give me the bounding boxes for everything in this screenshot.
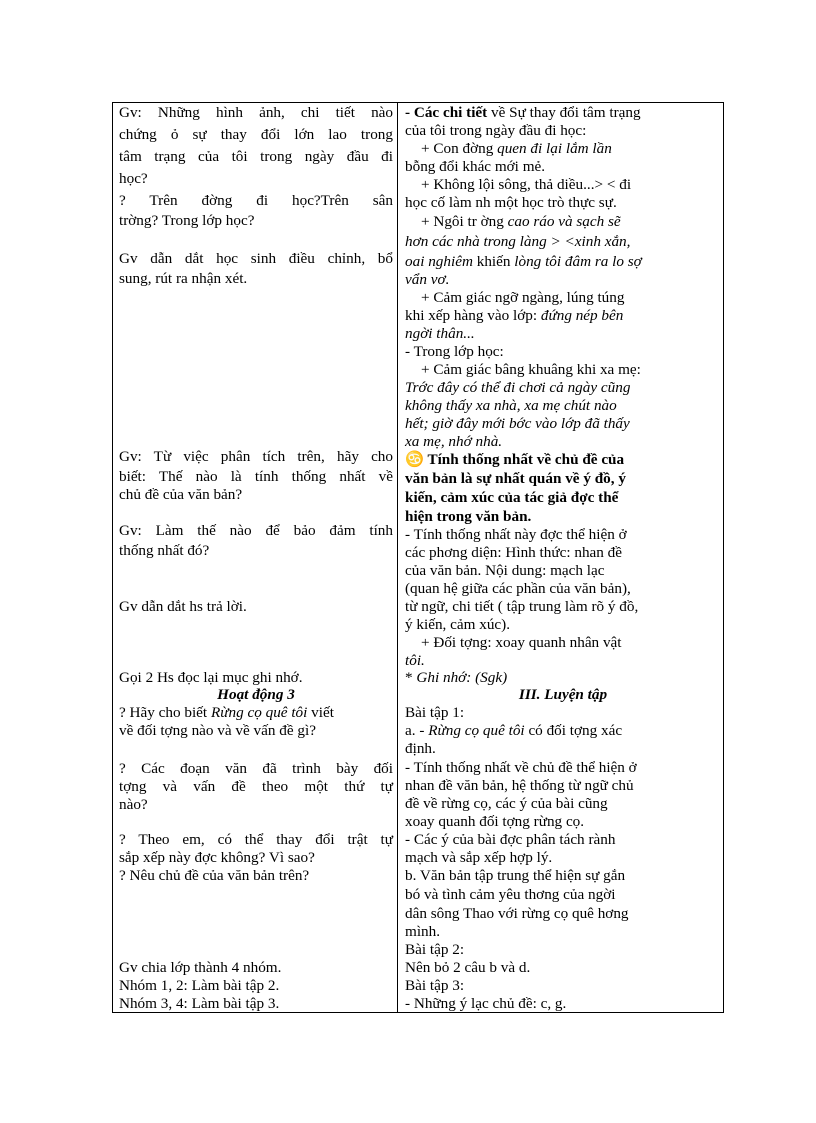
text-line: sắp xếp này đợc không? Vì sao?: [119, 849, 315, 866]
text-line: Gv dẫn dắt hs trả lời.: [119, 598, 247, 615]
text-line: bỗng đổi khác mới mẻ.: [405, 158, 546, 175]
text-line: + Ngôi tr ờng cao ráo và sạch sẽ: [421, 213, 621, 230]
text-line: tâm trạng của tôi trong ngày đầu đi: [119, 148, 393, 165]
definition-line: hiện trong văn bản.: [405, 508, 532, 525]
text-line: thống nhất đó?: [119, 542, 210, 559]
text-line: biết: Thế nào là tính thống nhất về: [119, 468, 393, 485]
text-line: chứng ỏ sự thay đổi lớn lao trong: [119, 126, 393, 143]
text-line: - Tính thống nhất này đợc thể hiện ở: [405, 526, 627, 543]
text-line: nào?: [119, 796, 148, 813]
definition-line: văn bản là sự nhất quán về ý đồ, ý: [405, 470, 626, 487]
definition-line: kiến, cảm xúc của tác giả đợc thể: [405, 489, 619, 506]
text-line: dân sông Thao với rừng cọ quê hơng: [405, 905, 629, 922]
text-line: oai nghiêm khiến lòng tôi đâm ra lo sợ: [405, 253, 642, 270]
cancer-symbol-icon: ♋: [405, 451, 424, 468]
text-line: khi xếp hàng vào lớp: đứng nép bên: [405, 307, 624, 324]
text-line: của văn bản. Nội dung: mạch lạc: [405, 562, 605, 579]
column-divider: [397, 103, 398, 1012]
text-line: xa mẹ, nhớ nhà.: [405, 433, 503, 450]
text-line: vẩn vơ.: [405, 271, 450, 288]
text-line: Gv: Từ việc phân tích trên, hãy cho: [119, 448, 393, 465]
text-line: - Trong lớp học:: [405, 343, 504, 360]
text-line: Bài tập 2:: [405, 941, 465, 958]
text-line: ? Theo em, có thể thay đổi trật tự: [119, 831, 393, 848]
text-line: Gọi 2 Hs đọc lại mục ghi nhớ.: [119, 669, 303, 686]
definition-line: ♋ Tính thống nhất về chủ đề của: [405, 451, 625, 468]
note-line: * Ghi nhớ: (Sgk): [405, 669, 508, 686]
text-line: b. Văn bản tập trung thể hiện sự gắn: [405, 867, 626, 884]
text-line: học cố làm nh một học trò thực sự.: [405, 194, 617, 211]
text-line: về đối tợng nào và về vấn đề gì?: [119, 722, 316, 739]
text-line: hết; giờ đây mới bớc vào lớp đã thấy: [405, 415, 630, 432]
text-line: Gv: Những hình ảnh, chi tiết nào: [119, 104, 393, 121]
text-line: xoay quanh đối tợng rừng cọ.: [405, 813, 585, 830]
text-line: chủ đề của văn bản?: [119, 486, 243, 503]
text-line: + Cảm giác bâng khuâng khi xa mẹ:: [421, 361, 641, 378]
text-line: - Tính thống nhất về chủ đề thể hiện ở: [405, 759, 637, 776]
text-line: Bài tập 3:: [405, 977, 465, 994]
text-line: ngời thân...: [405, 325, 475, 342]
text-line: của tôi trong ngày đầu đi học:: [405, 122, 587, 139]
text-line: a. - Rừng cọ quê tôi có đối tợng xác: [405, 722, 623, 739]
text-line: ? Hãy cho biết Rừng cọ quê tôi viết: [119, 704, 334, 721]
text-line: tôi.: [405, 652, 425, 669]
section-heading: III. Luyện tập: [518, 686, 608, 703]
text-line: tợng và vấn đề theo một thứ tự: [119, 778, 393, 795]
text-line: từ ngữ, chi tiết ( tập trung làm rõ ý đồ,: [405, 598, 639, 615]
text-line: Gv chia lớp thành 4 nhóm.: [119, 959, 282, 976]
text-line: nhan đề văn bản, hệ thống từ ngữ chủ: [405, 777, 634, 794]
text-line: trờng? Trong lớp học?: [119, 212, 255, 229]
text-line: ý kiến, cảm xúc).: [405, 616, 511, 633]
text-line: Nhóm 3, 4: Làm bài tập 3.: [119, 995, 280, 1012]
text-line: ? Các đoạn văn đã trình bày đối: [119, 760, 393, 777]
lesson-table: [112, 102, 724, 1013]
text-line: Nên bỏ 2 câu b và d.: [405, 959, 531, 976]
text-line: ? Nêu chủ đề của văn bản trên?: [119, 867, 310, 884]
text-line: + Con đờng quen đi lại lắm lần: [421, 140, 612, 157]
text-line: học?: [119, 170, 148, 187]
text-line: mình.: [405, 923, 441, 940]
text-line: - Các chi tiết về Sự thay đổi tâm trạng: [405, 104, 641, 121]
text-line: + Đối tợng: xoay quanh nhân vật: [421, 634, 622, 651]
text-line: Nhóm 1, 2: Làm bài tập 2.: [119, 977, 280, 994]
text-line: Bài tập 1:: [405, 704, 465, 721]
text-line: mạch và sắp xếp hợp lý.: [405, 849, 553, 866]
activity-heading: Hoạt động 3: [217, 686, 295, 703]
text-line: Gv: Làm thế nào để bảo đảm tính: [119, 522, 393, 539]
text-line: (quan hệ giữa các phần của văn bản),: [405, 580, 631, 597]
text-line: - Những ý lạc chủ đề: c, g.: [405, 995, 567, 1012]
text-line: - Các ý của bài đợc phân tách rành: [405, 831, 616, 848]
text-line: không thấy xa nhà, xa mẹ chút nào: [405, 397, 617, 414]
text-line: + Cảm giác ngỡ ngàng, lúng túng: [421, 289, 625, 306]
text-line: ? Trên đờng đi học?Trên sân: [119, 192, 393, 209]
text-line: hơn các nhà trong làng > <xinh xắn,: [405, 233, 631, 250]
text-line: Trớc đây có thể đi chơi cả ngày cũng: [405, 379, 631, 396]
text-line: + Không lội sông, thả diều...> < đi: [421, 176, 632, 193]
text-line: Gv dẫn dắt học sinh điều chỉnh, bổ: [119, 250, 393, 267]
text-line: đề về rừng cọ, các ý của bài cũng: [405, 795, 608, 812]
text-line: các phơng diện: Hình thức: nhan đề: [405, 544, 623, 561]
text-line: bó và tình cảm yêu thơng của ngời: [405, 886, 616, 903]
text-line: định.: [405, 740, 436, 757]
text-line: sung, rút ra nhận xét.: [119, 270, 248, 287]
